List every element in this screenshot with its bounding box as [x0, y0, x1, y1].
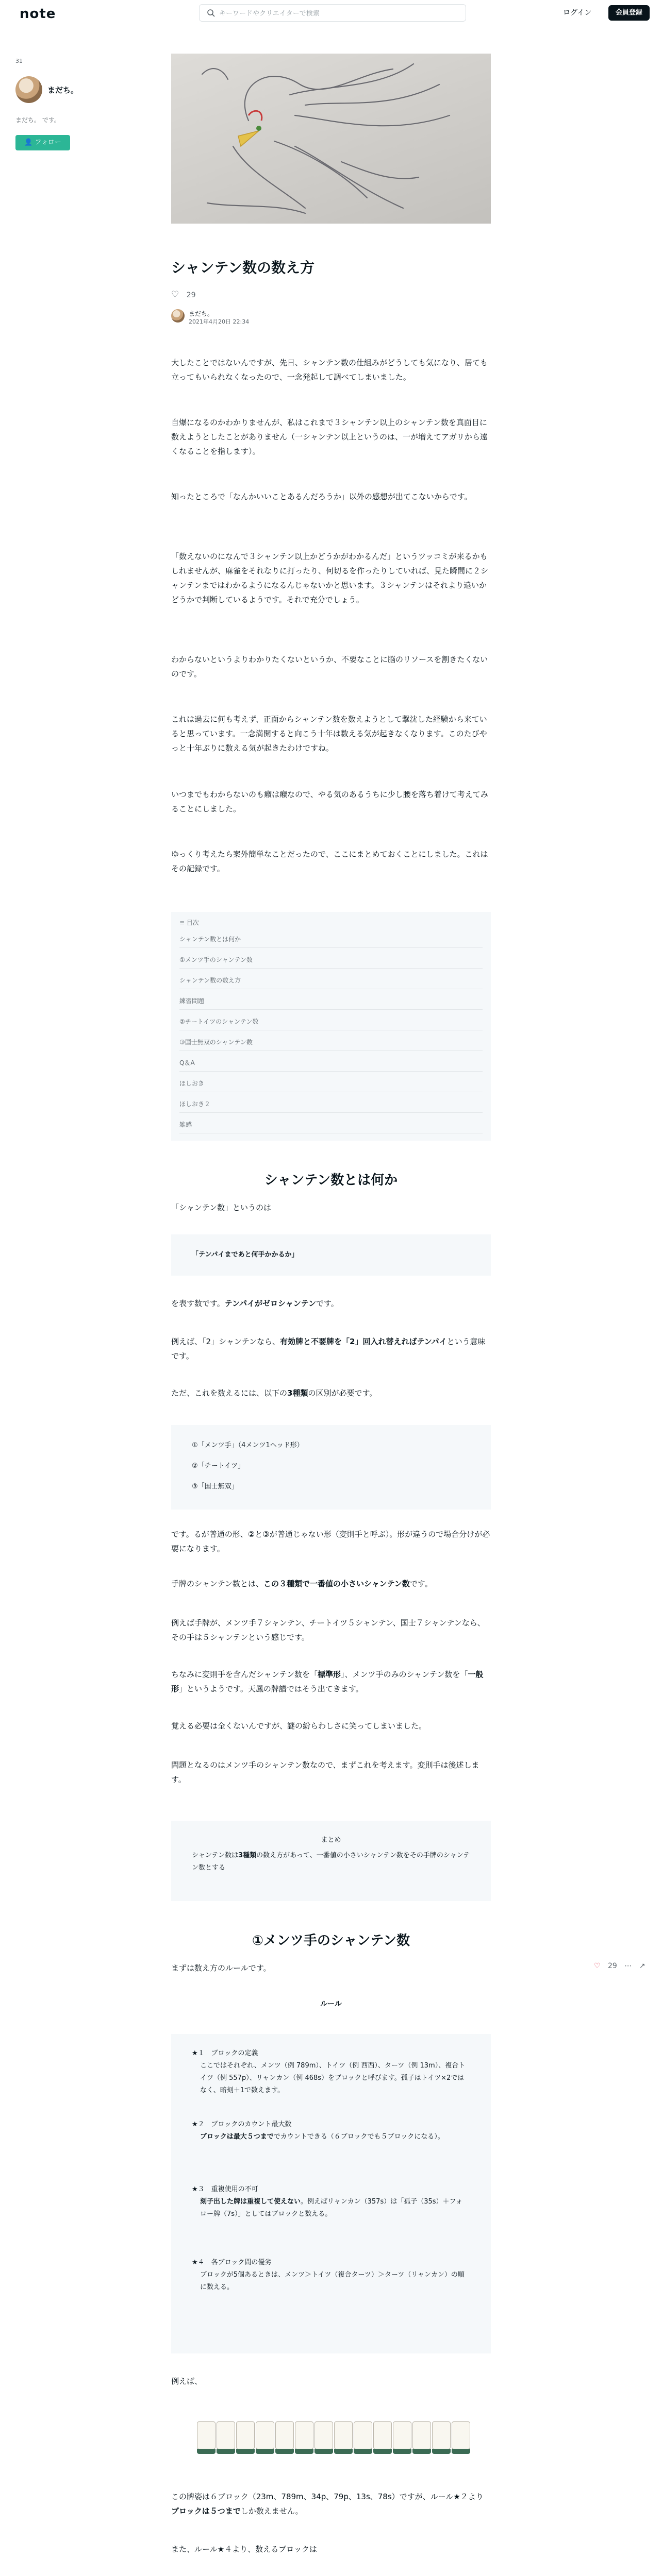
tile — [275, 2421, 294, 2449]
paragraph: これは過去に何も考えず、正面からシャンテン数を数えようとして撃沈した経験から来ていると思っています。一念満開すると向こう十年は数える気が起きなくなります。このたびやっと十年ぶりに数える気が起きたわけですね。 — [171, 715, 487, 753]
toc-toggle-icon: ≡ — [179, 919, 187, 926]
paragraph: 自爆になるのかわかりませんが、私はこれまで３シャンテン以上のシャンテン数を真面目に数えようとしたことがありません（一シャンテン以上というのは、一が増えてアガリから遠くなることを指します）。 — [171, 418, 488, 456]
paragraph: 例えば、 — [171, 2377, 203, 2386]
section-heading: ①メンツ手のシャンテン数 — [252, 1933, 410, 1948]
float-like-count: 29 — [608, 1962, 617, 1970]
paragraph: ちなみに変則手を含んだシャンテン数を「標準形」、メンツ手のみのシャンテン数を「一般形」というようです。天鳳の牌譜ではそう出てきます。 — [171, 1670, 484, 1693]
paragraph: 「数えないのになんで３シャンテン以上かどうかがわかるんだ」というツッコミが来るかもしれませんが、麻雀をそれなりに打ったり、何切るを作ったりしていれば、見た瞬間に２シャンテンまではわかるようになるんじゃないかと思います。３シャンテンはそれより遠いかどうかで判断しているようです。それで充分でしょう。 — [171, 552, 489, 604]
tile — [412, 2421, 431, 2449]
section-heading: シャンテン数とは何か — [264, 1173, 398, 1188]
publish-date: 2021年4月20日 22:34 — [189, 318, 250, 325]
tile — [295, 2421, 313, 2449]
author-name[interactable]: まだち。 — [189, 310, 214, 317]
search-icon — [207, 9, 215, 17]
toc-heading-label: 目次 — [186, 919, 199, 926]
tile — [256, 2421, 274, 2449]
paragraph: わからないというよりわかりたくないというか、不要なことに脳のリソースを割きたくないのです。 — [171, 655, 488, 679]
like-area — [171, 290, 196, 300]
paragraph: 知ったところで「なんかいいことあるんだろうか」以外の感想が出てこないからです。 — [171, 492, 472, 501]
rule-title: ★１ ブロックの定義 — [192, 2049, 258, 2057]
paragraph: ただ、これを数えるには、以下の3種類の区別が必要です。 — [171, 1388, 377, 1398]
quote-box — [171, 1234, 491, 1276]
summary-text: シャンテン数は3種類の数え方があって、一番値の小さいシャンテン数をその手牌のシャンテン数とする — [192, 1852, 470, 1872]
table-of-contents — [171, 912, 491, 1141]
rule-text: ここではそれぞれ、メンツ（例 789m）、トイツ（例 西西）、ターツ（例 13m）、複合トイツ（例 557p）、リャンカン（例 468s）をブロックと呼びます。孤子はトイツ×2ではなく、暗刻＋1で数えます。 — [200, 2062, 466, 2094]
heart-icon[interactable]: ♡ — [171, 290, 179, 300]
hero-image — [171, 54, 491, 224]
like-count: 29 — [186, 291, 196, 299]
heart-icon[interactable]: ♡ — [594, 1962, 601, 1970]
paragraph: この牌姿は６ブロック（23m、789m、34p、79p、13s、78s）ですが、ルール★２よりブロックは５つまでしか数えません。 — [171, 2492, 484, 2516]
person-add-icon: 👤 — [24, 139, 33, 146]
creator-number: 31 — [15, 58, 23, 64]
toc-item[interactable]: シャンテン数の数え方 — [179, 972, 483, 989]
rule-text: 刻子出した牌は重複して使えない。例えばリャンカン（357s）は「孤子（35s）＋フォロー牌（7s）」としてはブロックと数える。 — [200, 2198, 462, 2218]
tile — [354, 2421, 372, 2449]
more-icon[interactable]: ⋯ — [624, 1962, 632, 1970]
search-box[interactable] — [199, 4, 466, 22]
rule-text: ブロックは最大５つまででカウントできる（６ブロックでも５ブロックになる）。 — [200, 2133, 444, 2141]
tile — [334, 2421, 353, 2449]
paragraph: 問題となるのはメンツ手のシャンテン数なので、まずこれを考えます。変則手は後述します。 — [171, 1760, 479, 1784]
tile — [452, 2421, 470, 2449]
creator-name[interactable]: まだち。 — [47, 86, 79, 95]
rule-title: ★３ 重複使用の不可 — [192, 2185, 258, 2193]
paragraph: 覚える必要は全くないんですが、謎の紛らわしさに笑ってしまいました。 — [171, 1721, 427, 1731]
note-logo[interactable]: note — [20, 6, 56, 22]
creator-bio: まだち。 です。 — [15, 116, 60, 124]
rule-text: ブロックが5個あるときは、メンツ＞トイツ（複合ターツ）＞ターツ（リャンカン）の順に数える。 — [200, 2271, 465, 2291]
signup-button[interactable]: 会員登録 — [608, 5, 650, 21]
type-item: ③「国士無双」 — [192, 1483, 238, 1490]
follow-label: フォロー — [35, 139, 61, 146]
paragraph: 大したことではないんですが、先日、シャンテン数の仕組みがどうしても気になり、居ても立ってもいられなくなったので、一念発起して調べてしまいました。 — [171, 358, 488, 382]
bird-drawing — [171, 54, 491, 224]
paragraph: また、ルール★４より、数えるブロックは — [171, 2545, 317, 2554]
quote-text: 「テンパイまであと何手かかるか」 — [192, 1251, 299, 1259]
paragraph: 手牌のシャンテン数とは、この３種類で一番値の小さいシャンテン数です。 — [171, 1579, 433, 1588]
toc-item[interactable]: ①メンツ手のシャンテン数 — [179, 951, 483, 969]
rule-title: ★４ 各ブロック間の優劣 — [192, 2259, 272, 2266]
tile — [197, 2421, 216, 2449]
rules-box — [171, 2034, 491, 2353]
share-icon[interactable]: ↗ — [639, 1962, 646, 1970]
type-item: ①「メンツ手」（4メンツ1ヘッド形） — [192, 1442, 304, 1449]
tile — [315, 2421, 333, 2449]
tile — [432, 2421, 451, 2449]
search-input[interactable] — [218, 7, 457, 20]
follow-button[interactable] — [15, 135, 70, 150]
tile — [217, 2421, 235, 2449]
paragraph: 「シャンテン数」というのは — [171, 1203, 271, 1212]
paragraph: 例えば手牌が、メンツ手７シャンテン、チートイツ５シャンテン、国士７シャンテンなら、その手は５シャンテンという感じです。 — [171, 1618, 485, 1642]
toc-item[interactable]: ほしおき — [179, 1075, 483, 1092]
toc-item[interactable]: ③国士無双のシャンテン数 — [179, 1033, 483, 1051]
toc-item[interactable]: 練習問題 — [179, 992, 483, 1010]
tile — [373, 2421, 392, 2449]
rule-heading: ルール — [320, 2000, 342, 2008]
article-title: シャンテン数の数え方 — [171, 259, 315, 276]
paragraph: 例えば、「2」シャンテンなら、有効牌と不要牌を「2」回入れ替えればテンパイという意味です。 — [171, 1337, 486, 1361]
tile — [393, 2421, 411, 2449]
paragraph: です。るが普通の形、②と③が普通じゃない形（変則手と呼ぶ）。形が違うので場合分けが必要になります。 — [171, 1530, 490, 1553]
paragraph: を表す数です。テンパイがゼロシャンテンです。 — [171, 1299, 339, 1308]
types-box — [171, 1425, 491, 1510]
summary-title: まとめ — [321, 1836, 341, 1844]
toc-heading[interactable] — [179, 918, 199, 927]
creator-avatar[interactable] — [15, 76, 42, 103]
paragraph: ゆっくり考えたら案外簡単なことだったので、ここにまとめておくことにしました。これはその記録です。 — [171, 850, 488, 873]
author-avatar[interactable] — [171, 309, 185, 323]
toc-item[interactable]: ②チートイツのシャンテン数 — [179, 1013, 483, 1030]
toc-item[interactable]: Q＆A — [179, 1054, 483, 1072]
tile — [236, 2421, 255, 2449]
site-header — [0, 0, 662, 27]
toc-item[interactable]: シャンテン数とは何か — [179, 930, 483, 948]
login-link[interactable]: ログイン — [563, 9, 592, 17]
toc-item[interactable]: 雑感 — [179, 1116, 483, 1133]
paragraph: いつまでもわからないのも癪は癪なので、やる気のあるうちに少し腰を落ち着けて考えてみることにしました。 — [171, 790, 488, 814]
type-item: ②「チートイツ」 — [192, 1462, 245, 1470]
tile-hand-image — [192, 2418, 472, 2460]
summary-box — [171, 1821, 491, 1901]
toc-item[interactable]: ほしおき２ — [179, 1095, 483, 1113]
paragraph: まずは数え方のルールです。 — [171, 1963, 271, 1973]
floating-actions — [594, 1962, 650, 1970]
rule-title: ★２ ブロックのカウント最大数 — [192, 2121, 292, 2128]
